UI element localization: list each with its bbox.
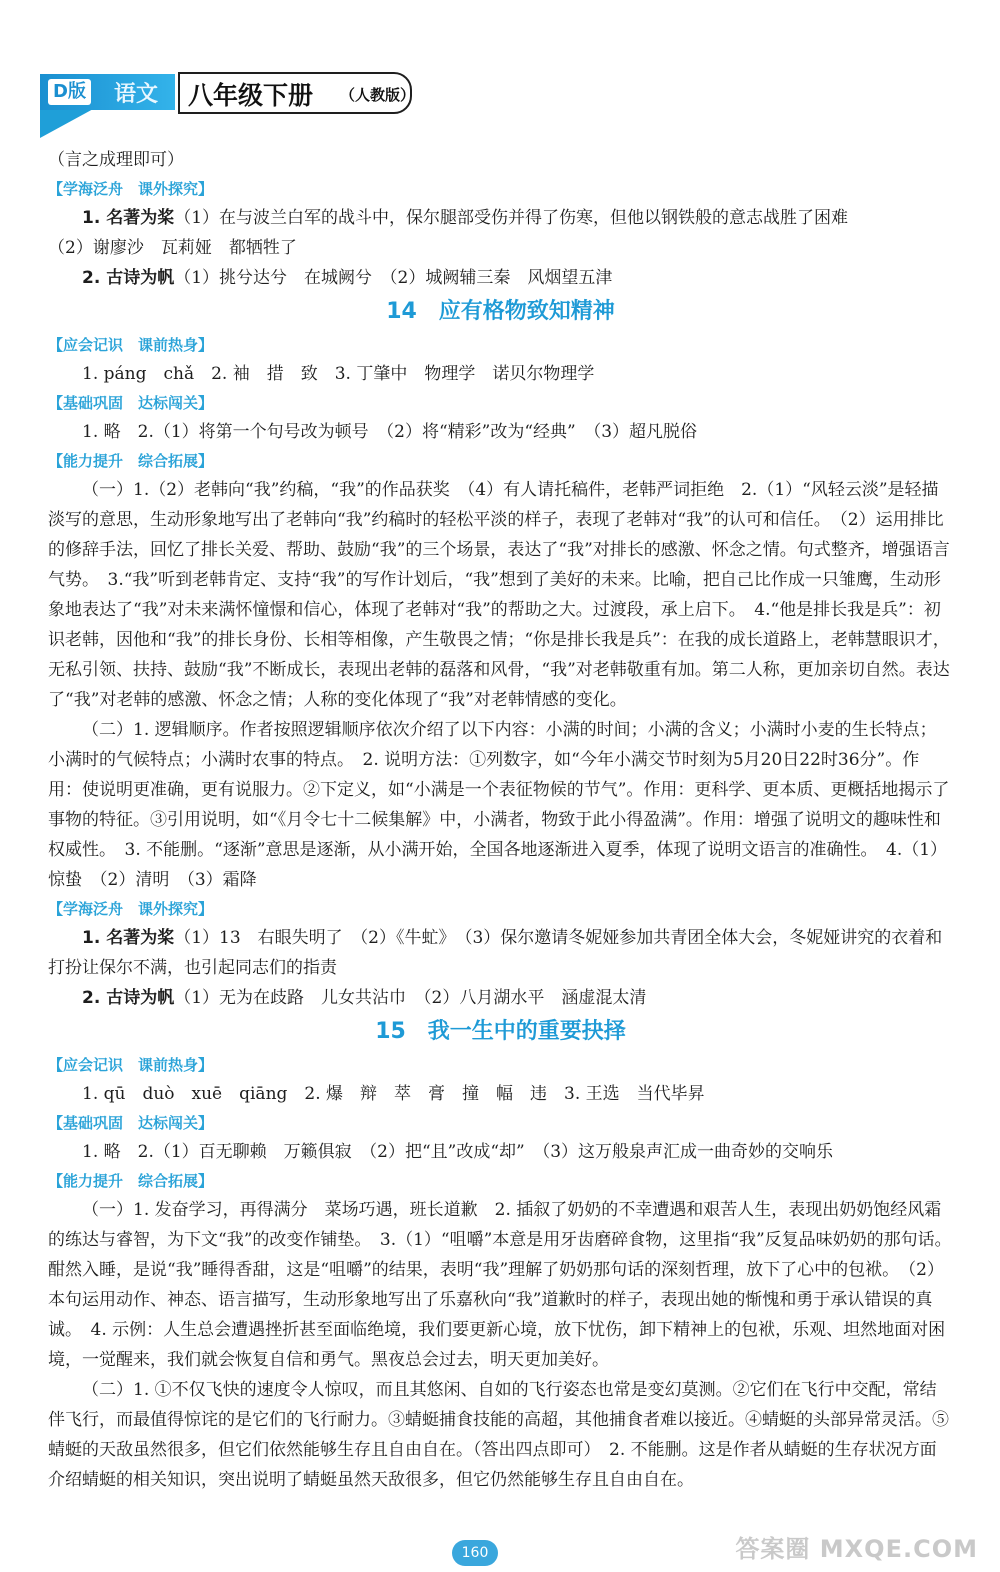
section-tag: 【应会记识 课前热身】: [48, 1056, 214, 1074]
item-label: 2. 古诗为帆: [82, 988, 175, 1008]
answer-paragraph: （二）1. 逻辑顺序。作者按照逻辑顺序依次介绍了以下内容：小满的时间；小满的含义；小满时小麦的生长特点；小满时的气候特点；小满时农事的特点。 2. 说明方法：①列数字，如“今年小满交节时刻为5月20日22时36分”。作用：使说明更准确，更有说服力。②下定义，如“小满是一个表征物候的节气”。作用：更科学、更本质、更概括地揭示了事物的特征。③引用说明，如“《月令七十二候集解》中，小满者，物致于此小得盈满”。作用：增强了说明文的趣味性和权威性。 3. 不能删。“逐渐”意思是逐渐，从小满开始，全国各地逐渐进入夏季，体现了说明文语言的准确性。 4.（1）惊蛰 （2）清明 （3）霜降: [48, 720, 950, 890]
item-label: 1. 名著为桨: [82, 928, 175, 948]
answer-paragraph: （二）1. ①不仅飞快的速度令人惊叹，而且其悠闲、自如的飞行姿态也常是变幻莫测。②它们在飞行中交配，常结伴飞行，而最值得惊诧的是它们的飞行耐力。③蜻蜓捕食技能的高超，其他捕食者难以接近。④蜻蜓的头部异常灵活。⑤蜻蜓的天敌虽然很多，但它们依然能够生存且自由自在。（答出四点即可） 2. 不能删。这是作者从蜻蜓的生存状况方面介绍蜻蜓的相关知识，突出说明了蜻蜓虽然天敌很多，但它仍然能够生存且自由自在。: [48, 1380, 949, 1490]
publisher-edition-label: （人教版）: [340, 86, 416, 104]
section-tag: 【基础巩固 达标闯关】: [48, 1114, 214, 1132]
section-tag: 【能力提升 综合拓展】: [48, 452, 214, 470]
section-tag: 【基础巩固 达标闯关】: [48, 394, 214, 412]
item-text: （1）挑兮达兮 在城阙兮 （2）城阙辅三秦 风烟望五津: [174, 268, 613, 288]
answer-item: 1. qū duò xuē qiāng 2. 爆 辩 萃 膏 撞 幅 违 3. 王选 当代毕昇: [82, 1084, 705, 1104]
site-watermark: 答案圈 MXQE.COM: [735, 1535, 978, 1563]
section-tag: 【应会记识 课前热身】: [48, 336, 214, 354]
answer-paragraph: （一）1.（2）老韩向“我”约稿，“我”的作品获奖 （4）有人请托稿件，老韩严词拒绝 2.（1）“风轻云淡”是轻描淡写的意思，生动形象地写出了老韩向“我”约稿时的轻松平淡的样子，表现了老韩对“我”的认可和信任。 （2）运用排比的修辞手法，回忆了排长关爱、帮助、鼓励“我”的三个场景，表达了“我”对排长的感激、怀念之情。句式整齐，增强语言气势。 3.“我”听到老韩肯定、支持“我”的写作计划后，“我”想到了美好的未来。比喻，把自己比作成一只雏鹰，生动形象地表达了“我”对未来满怀憧憬和信心，体现了老韩对“我”的帮助之大。过渡段，承上启下。 4.“他是排长我是兵”：初识老韩，因他和“我”的排长身份、长相等相像，产生敬畏之情；“你是排长我是兵”：在我的成长道路上，老韩慧眼识才，无私引领、扶持、鼓励“我”不断成长，表现出老韩的磊落和风骨，“我”对老韩敬重有加。第二人称，更加亲切自然。表达了“我”对老韩的感激、怀念之情；人称的变化体现了“我”对老韩情感的变化。: [48, 480, 950, 710]
item-label: 1. 名著为桨: [82, 208, 175, 228]
lesson-title: 14 应有格物致知精神: [386, 299, 615, 324]
answer-item: [48, 263, 953, 293]
answer-item: [48, 983, 953, 1013]
answer-item: 1. 略 2.（1）将第一个句号改为顿号 （2）将“精彩”改为“经典” （3）超凡脱俗: [82, 422, 698, 442]
section-tag: 【学海泛舟 课外探究】: [48, 900, 214, 918]
answer-item-continued: （2）谢廖沙 瓦莉娅 都牺牲了: [48, 238, 297, 258]
section-tag: 【学海泛舟 课外探究】: [48, 180, 214, 198]
header-accent-wedge: [40, 108, 95, 138]
answer-item: [48, 923, 953, 983]
subject-label: 语文: [114, 82, 159, 107]
item-label: 2. 古诗为帆: [82, 268, 175, 288]
answer-paragraph: （一）1. 发奋学习，再得满分 菜场巧遇，班长道歉 2. 插叙了奶奶的不幸遭遇和艰苦人生，表现出奶奶饱经风霜的练达与睿智，为下文“我”的改变作铺垫。 3.（1）“咀嚼”本意是用牙齿磨碎食物，这里指“我”反复品味奶奶的那句话。酣然入睡，是说“我”睡得香甜，这是“咀嚼”的结果，表明“我”理解了奶奶那句话的深刻哲理，放下了心中的包袱。 （2）本句运用动作、神态、语言描写，生动形象地写出了乐嘉秋向“我”道歉时的样子，表现出她的惭愧和勇于承认错误的真诚。 4. 示例：人生总会遭遇挫折甚至面临绝境，我们要更新心境，放下忧伤，卸下精神上的包袱，乐观、坦然地面对困境，一觉醒来，我们就会恢复自信和勇气。黑夜总会过去，明天更加美好。: [48, 1200, 952, 1370]
section-tag: 【能力提升 综合拓展】: [48, 1172, 214, 1190]
answer-item: [48, 203, 953, 233]
answer-note: （言之成理即可）: [48, 150, 184, 170]
answer-item: 1. 略 2.（1）百无聊赖 万籁俱寂 （2）把“且”改成“却” （3）这万般泉声汇成一曲奇妙的交响乐: [82, 1142, 834, 1162]
page-header: [40, 70, 420, 136]
grade-label: 八年级下册: [188, 81, 314, 110]
item-text: （1）无为在歧路 儿女共沾巾 （2）八月湖水平 涵虚混太清: [174, 988, 647, 1008]
answer-item: 1. páng chǎ 2. 袖 措 致 3. 丁肇中 物理学 诺贝尔物理学: [82, 364, 595, 384]
item-text: （1）在与波兰白军的战斗中，保尔腿部受伤并得了伤寒，但他以钢铁般的意志战胜了困难: [174, 208, 849, 228]
lesson-title: 15 我一生中的重要抉择: [375, 1019, 626, 1044]
item-text: （1）13 右眼失明了 （2）《牛虻》 （3）保尔邀请冬妮娅参加共青团全体大会，冬妮娅讲究的衣着和打扮让保尔不满，也引起同志们的指责: [48, 928, 943, 978]
page-number: 160: [452, 1540, 498, 1566]
answer-content: [48, 145, 953, 1495]
edition-badge: D版: [48, 79, 91, 105]
